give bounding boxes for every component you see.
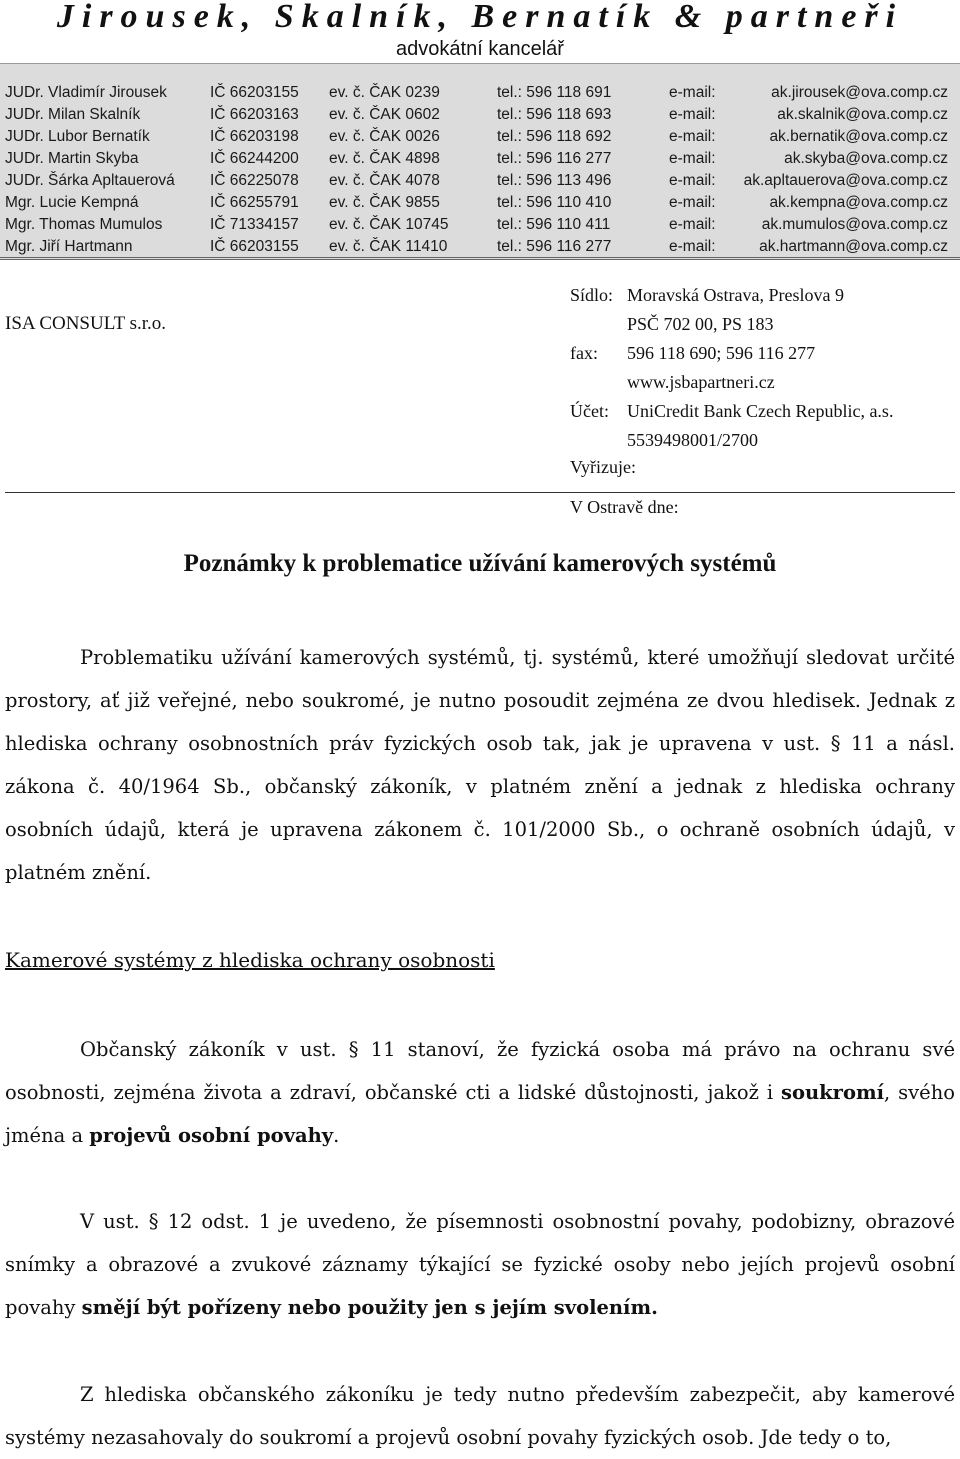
intro-paragraph: Problematiku užívání kamerových systémů, tj. systémů, které umožňují sledovat určité prostory, ať již veřejné, nebo soukromé, je nutno posoudit zejména ze dvou hledisek. Jednak z hlediska ochrany osobnostních práv fyzických osob tak, jak je upravena v ust. § 11 a násl. zákona č. 40/1964 Sb., občanský zákoník, v platném znění a jednak z hlediska ochrany osobních údajů, která je upravena zákonem č. 101/2000 Sb., o ochraně osobních údajů, v platném znění. <box>5 646 955 884</box>
lawyer-tel: tel.: 596 116 277 <box>497 238 612 255</box>
lawyer-ic: IČ 66203155 <box>210 238 299 255</box>
lawyer-row <box>0 216 960 238</box>
lawyer-cak: ev. č. ČAK 11410 <box>329 238 448 255</box>
lawyer-ic: IČ 66225078 <box>210 172 299 189</box>
lawyer-row <box>0 128 960 150</box>
lawyer-email: ak.jirousek@ova.comp.cz <box>771 84 948 101</box>
lawyer-email: ak.skyba@ova.comp.cz <box>784 150 948 167</box>
fax-label: fax: <box>570 343 598 363</box>
paragraph-text: , svého jména a <box>5 1081 955 1147</box>
firm-name: Jirousek, Skalník, Bernatík & partneři <box>56 0 904 35</box>
paragraph-text: Občanský zákoník v ust. § 11 stanoví, že fyzická osoba má právo na ochranu své osobnosti, zejména života a zdraví, občanské cti a lidské důstojnosti, jakož i <box>5 1038 955 1104</box>
lawyer-name: Mgr. Lucie Kempná <box>5 194 139 211</box>
lawyer-cak: ev. č. ČAK 0602 <box>329 106 440 123</box>
lawyer-name: JUDr. Lubor Bernatík <box>5 128 150 145</box>
lawyer-ic: IČ 66203163 <box>210 106 299 123</box>
email-label: e-mail: <box>669 216 716 233</box>
email-label: e-mail: <box>669 172 716 189</box>
lawyer-cak: ev. č. ČAK 0239 <box>329 84 440 101</box>
lawyer-email: ak.skalnik@ova.comp.cz <box>777 106 948 123</box>
recipient: ISA CONSULT s.r.o. <box>5 313 167 334</box>
email-label: e-mail: <box>669 128 716 145</box>
handled-by-label: Vyřizuje: <box>570 457 636 477</box>
lawyer-row <box>0 150 960 172</box>
lawyer-tel: tel.: 596 113 496 <box>497 172 612 189</box>
paragraph-civil-code <box>5 1028 955 1157</box>
lawyer-ic: IČ 66244200 <box>210 150 299 167</box>
postal-code: PSČ 702 00, PS 183 <box>627 314 774 334</box>
document-title: Poznámky k problematice užívání kamerových systémů <box>183 550 777 577</box>
lawyer-name: Mgr. Jiří Hartmann <box>5 238 133 255</box>
lawyer-email: ak.bernatik@ova.comp.cz <box>769 128 948 145</box>
lawyer-tel: tel.: 596 110 410 <box>497 194 612 211</box>
website: www.jsbapartneri.cz <box>627 372 775 392</box>
seat-label: Sídlo: <box>570 285 614 305</box>
lawyer-email: ak.mumulos@ova.comp.cz <box>761 216 948 233</box>
lawyer-tel: tel.: 596 110 411 <box>497 216 611 233</box>
lawyer-name: JUDr. Vladimír Jirousek <box>5 84 167 101</box>
lawyer-email: ak.apltauerova@ova.comp.cz <box>743 172 948 189</box>
lawyer-tel: tel.: 596 118 692 <box>497 128 612 145</box>
account-label: Účet: <box>570 401 609 421</box>
lawyer-row <box>0 238 960 260</box>
lawyer-name: Mgr. Thomas Mumulos <box>5 216 163 233</box>
date-label: V Ostravě dne: <box>570 497 679 517</box>
paragraph-conclusion: Z hlediska občanského zákoníku je tedy nutno především zabezpečit, aby kamerové systémy nezasahovaly do soukromí a projevů osobní povahy fyzických osob. Jde tedy o to, <box>5 1383 955 1449</box>
lawyer-row <box>0 194 960 216</box>
lawyers-table <box>0 63 960 260</box>
email-label: e-mail: <box>669 84 716 101</box>
email-label: e-mail: <box>669 238 716 255</box>
lawyer-email: ak.kempna@ova.comp.cz <box>769 194 948 211</box>
bold-text: soukromí <box>781 1081 884 1104</box>
lawyer-name: JUDr. Šárka Apltauerová <box>5 172 175 189</box>
fax-number: 596 118 690; 596 116 277 <box>627 343 816 363</box>
lawyer-cak: ev. č. ČAK 10745 <box>329 216 449 233</box>
paragraph-text: . <box>333 1124 340 1147</box>
lawyer-cak: ev. č. ČAK 4898 <box>329 150 440 167</box>
lawyer-tel: tel.: 596 118 691 <box>497 84 612 101</box>
email-label: e-mail: <box>669 150 716 167</box>
separator-line <box>5 492 955 493</box>
bold-text: projevů osobní povahy <box>89 1124 334 1147</box>
email-label: e-mail: <box>669 194 716 211</box>
lawyer-name: JUDr. Milan Skalník <box>5 106 141 123</box>
lawyer-cak: ev. č. ČAK 9855 <box>329 194 440 211</box>
paragraph-section-12 <box>5 1200 955 1329</box>
lawyer-ic: IČ 66255791 <box>210 194 299 211</box>
lawyer-row <box>0 172 960 194</box>
lawyer-row <box>0 106 960 128</box>
paragraph-text: V ust. § 12 odst. 1 je uvedeno, že písemnosti osobnostní povahy, podobizny, obrazové snímky a obrazové a zvukové záznamy týkající se fyzické osoby nebo jejích projevů osobní povahy <box>5 1210 955 1319</box>
section-heading: Kamerové systémy z hlediska ochrany osobnosti <box>5 948 495 972</box>
lawyer-name: JUDr. Martin Skyba <box>5 150 139 167</box>
seat-address: Moravská Ostrava, Preslova 9 <box>627 285 844 305</box>
letterhead <box>0 0 960 63</box>
lawyer-email: ak.hartmann@ova.comp.cz <box>759 238 948 255</box>
lawyer-tel: tel.: 596 116 277 <box>497 150 612 167</box>
lawyer-row <box>0 84 960 106</box>
lawyer-cak: ev. č. ČAK 0026 <box>329 128 440 145</box>
email-label: e-mail: <box>669 106 716 123</box>
lawyer-ic: IČ 71334157 <box>210 216 299 233</box>
bold-text: smějí být pořízeny nebo použity jen s jejím svolením. <box>81 1296 658 1319</box>
lawyer-tel: tel.: 596 118 693 <box>497 106 612 123</box>
lawyer-ic: IČ 66203198 <box>210 128 299 145</box>
bank-name: UniCredit Bank Czech Republic, a.s. <box>627 401 894 421</box>
lawyer-ic: IČ 66203155 <box>210 84 299 101</box>
lawyer-cak: ev. č. ČAK 4078 <box>329 172 440 189</box>
account-number: 5539498001/2700 <box>627 430 759 450</box>
firm-subtitle: advokátní kancelář <box>396 38 564 60</box>
